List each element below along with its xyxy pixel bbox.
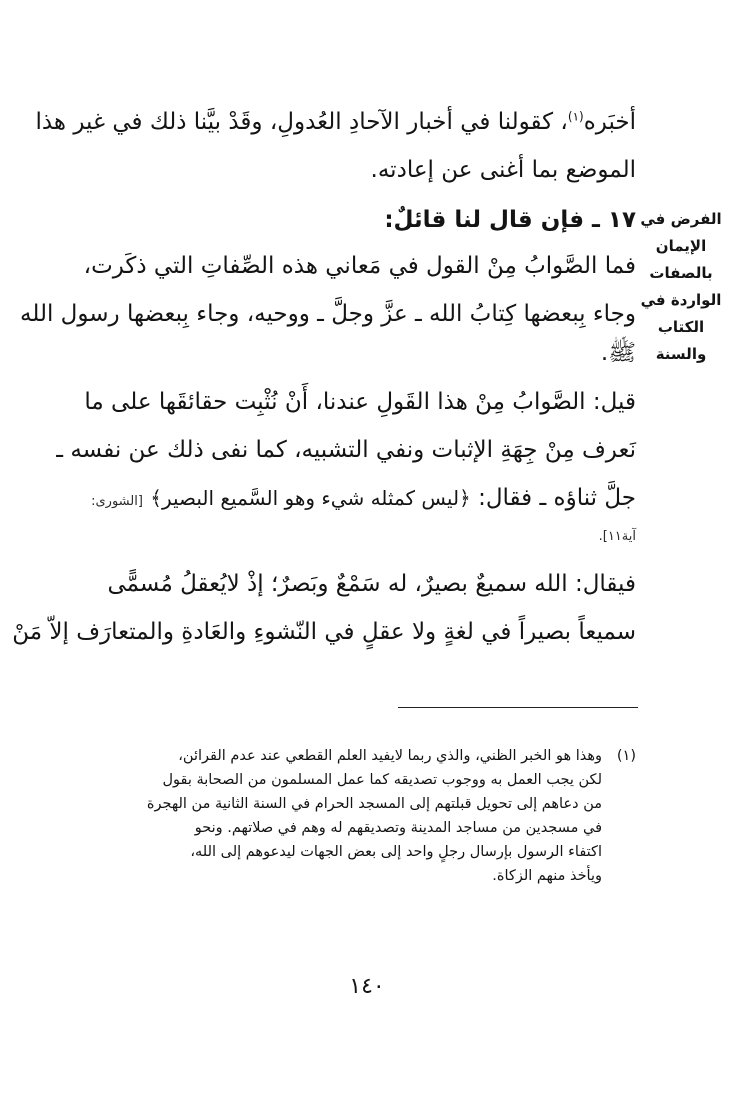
footnote-number: (١) (616, 748, 636, 764)
margin-note-line: بالصفات (649, 264, 713, 282)
footnote-line: ويأخذ منهم الزكاة. (492, 868, 602, 884)
footnote-marker[interactable]: (١) (567, 109, 584, 124)
footnote-text (90, 744, 602, 888)
text-line: قيل: الصَّوابُ مِنْ هذا القَولِ عندنا، أَنْ نُثْبِت حقائقَها على ما (84, 389, 636, 415)
text-line: فيقال: الله سميعٌ بصيرٌ، له سَمْعٌ وبَصرٌ؛ إذْ لايُعقلُ مُسمًّى (107, 571, 636, 597)
page-number: ١٤٠ (349, 974, 385, 999)
margin-note-line: الفرض في (640, 210, 722, 228)
footnote-line: في مسجدين من مساجد المدينة وتصديقهم له وهم في صلاتهم. ونحو (194, 820, 602, 836)
text-line: فما الصَّوابُ مِنْ القول في مَعاني هذه الصِّفاتِ التي ذكَرت، (83, 253, 636, 279)
text-line (35, 98, 636, 146)
footnote-item (90, 744, 636, 888)
text-segment: أخبَره (583, 109, 636, 135)
margin-note-line: الواردة في (640, 291, 722, 309)
text-line (90, 474, 636, 522)
footnote-line: اكتفاء الرسول بإرسال رجلٍ واحد إلى بعض الجهات ليدعوهم إلى الله، (190, 844, 602, 860)
text-line: سميعاً بصيراً في لغةٍ ولا عقلٍ في النّشوءِ والعَادةِ والمتعارَف إلاّ مَنْ (12, 619, 636, 645)
section-heading: ١٧ ـ فإن قال لنا قائلٌ: (384, 207, 636, 233)
quran-verse: ﴿ليس كمثله شيء وهو السَّميع البصير﴾ (150, 486, 471, 510)
paragraph-intro (35, 98, 636, 194)
footnote-line: لكن يجب العمل به ووجوب تصديقه كما عمل المسلمون من الصحابة بقول (162, 772, 602, 788)
footnote-line: وهذا هو الخبر الظني، والذي ربما لايفيد العلم القطعي عند عدم القرائن، (178, 748, 602, 764)
footnote-line: من دعاهم إلى تحويل قبلتهم إلى المسجد الحرام في السنة الثانية من الهجرة (146, 796, 602, 812)
text-segment: ، كقولنا في أخبار الآحادِ العُدولِ، وقَدْ بيَّنا ذلك في غير هذا (35, 109, 568, 135)
margin-note-line: الكتاب (657, 318, 705, 336)
text-line: الموضع بما أغنى عن إعادته. (370, 157, 636, 183)
text-line: نَعرف مِنْ جِهَةِ الإثبات ونفي التشبيه، كما نفى ذلك عن نفسه ـ (56, 437, 636, 463)
paragraph-answer (56, 378, 636, 552)
text-line: وجاء بِبعضها كِتابُ الله ـ عزَّ وجلَّ ـ ووحيه، وجاء بِبعضها رسول الله (20, 301, 636, 327)
margin-note-line: الإيمان (655, 237, 707, 255)
paragraph-explanation (12, 560, 636, 656)
footnote-divider (398, 707, 638, 708)
verse-reference-cont: آية١١]. (598, 529, 636, 544)
margin-note (636, 206, 726, 368)
paragraph-question (20, 242, 636, 368)
verse-reference: [الشورى: (91, 494, 143, 509)
text-segment: جلَّ ثناؤه ـ فقال: (478, 485, 636, 511)
footnotes (90, 744, 636, 888)
salutation-glyph: ﷺ. (600, 340, 636, 366)
margin-note-line: والسنة (655, 345, 707, 363)
